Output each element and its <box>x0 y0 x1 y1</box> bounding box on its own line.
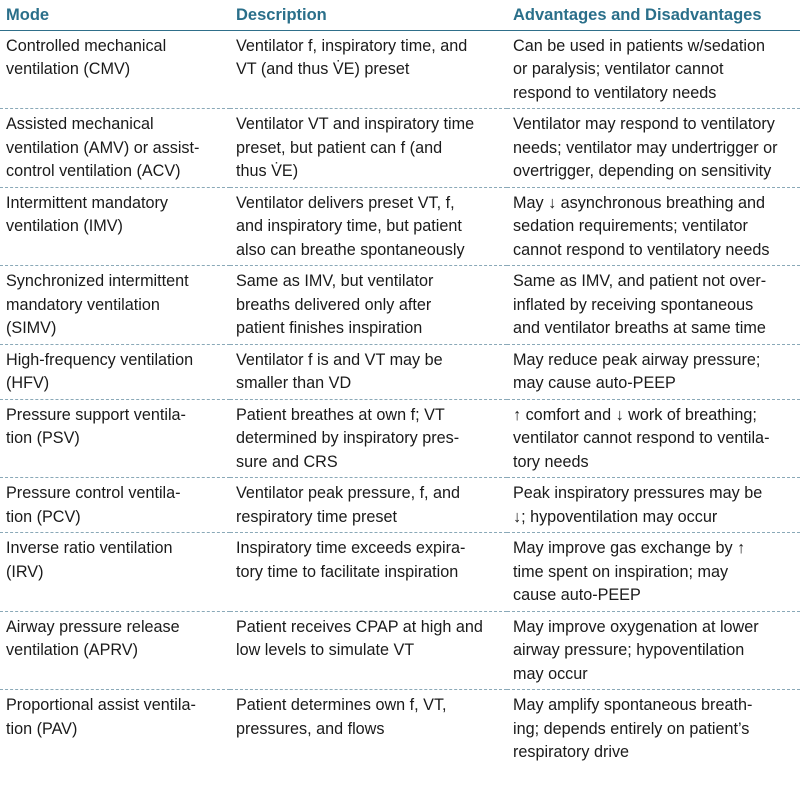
cell-text-line: Ventilator VT and inspiratory time <box>236 115 475 133</box>
advantages-cell <box>507 533 800 612</box>
cell-text-line: ventilation (APRV) <box>6 641 138 659</box>
table-row <box>0 533 800 612</box>
cell-text-line: May amplify spontaneous breath- <box>513 696 753 714</box>
mode-cell <box>0 478 230 533</box>
table-row <box>0 690 800 805</box>
cell-text-line: Peak inspiratory pressures may be <box>513 484 763 502</box>
cell-text-line: overtrigger, depending on sensitivity <box>513 162 772 180</box>
cell-text-line: tory time to facilitate inspiration <box>236 562 459 581</box>
cell-text-line: Patient breathes at own f; VT <box>236 405 445 424</box>
cell-text-line: respiratory time preset <box>236 507 398 526</box>
mode-cell <box>0 533 230 612</box>
description-cell <box>230 478 507 533</box>
cell-text-line: tion (PSV) <box>6 429 80 447</box>
mode-cell <box>0 266 230 345</box>
cell-text-line: Can be used in patients w/sedation <box>513 36 765 55</box>
table-row <box>0 266 800 345</box>
cell-text-line: tion (PCV) <box>6 507 81 526</box>
header-description: Description <box>230 0 507 30</box>
cell-text-line: breaths delivered only after <box>236 295 432 314</box>
cell-text-line: time spent on inspiration; may <box>513 562 729 581</box>
cell-text-line: Pressure control ventila- <box>6 484 181 502</box>
description-cell <box>230 344 507 399</box>
table-row <box>0 109 800 188</box>
advantages-cell <box>507 266 800 345</box>
cell-text-line: May reduce peak airway pressure; <box>513 350 761 369</box>
cell-text-line: Inverse ratio ventilation <box>6 539 173 557</box>
cell-text-line: Proportional assist ventila- <box>6 696 196 714</box>
table-body <box>0 30 800 805</box>
cell-text-line: Same as IMV, and patient not over- <box>513 272 767 290</box>
advantages-cell <box>507 109 800 188</box>
mode-cell <box>0 109 230 188</box>
advantages-cell <box>507 187 800 266</box>
description-cell <box>230 30 507 109</box>
advantages-cell <box>507 478 800 533</box>
mode-cell <box>0 30 230 109</box>
cell-text-line: cannot respond to ventilatory needs <box>513 240 770 259</box>
cell-text-line: Ventilator delivers preset VT, f, <box>236 193 455 212</box>
cell-text-line: tory needs <box>513 452 589 471</box>
advantages-cell <box>507 30 800 109</box>
cell-text-line: Intermittent mandatory <box>6 193 168 212</box>
table-header <box>0 0 800 30</box>
cell-text-line: airway pressure; hypoventilation <box>513 641 745 659</box>
description-cell <box>230 533 507 612</box>
cell-text-line: ventilation (AMV) or assist- <box>6 138 200 157</box>
cell-text-line: (SIMV) <box>6 319 57 337</box>
cell-text-line: also can breathe spontaneously <box>236 240 465 259</box>
cell-text-line: sedation requirements; ventilator <box>513 217 748 235</box>
cell-text-line: May ↓ asynchronous breathing and <box>513 193 765 212</box>
mode-cell <box>0 187 230 266</box>
advantages-cell <box>507 399 800 478</box>
header-advantages: Advantages and Disadvantages <box>507 0 800 30</box>
description-cell <box>230 611 507 690</box>
cell-text-line: low levels to simulate VT <box>236 641 415 659</box>
cell-text-line: ing; depends entirely on patient’s <box>513 719 750 738</box>
cell-text-line: smaller than VD <box>236 374 352 392</box>
cell-text-line: Synchronized intermittent <box>6 272 189 290</box>
cell-text-line: Assisted mechanical <box>6 115 154 133</box>
cell-text-line: sure and CRS <box>236 452 338 471</box>
cell-text-line: and inspiratory time, but patient <box>236 217 462 235</box>
header-row <box>0 0 800 30</box>
table-row <box>0 478 800 533</box>
cell-text-line: Patient determines own f, VT, <box>236 696 447 714</box>
cell-text-line: Pressure support ventila- <box>6 405 186 424</box>
cell-text-line: May improve oxygenation at lower <box>513 617 759 636</box>
cell-text-line: patient finishes inspiration <box>236 319 423 337</box>
cell-text-line: respond to ventilatory needs <box>513 83 717 102</box>
cell-text-line: Airway pressure release <box>6 617 180 636</box>
mode-cell <box>0 344 230 399</box>
advantages-cell <box>507 344 800 399</box>
cell-text-line: inflated by receiving spontaneous <box>513 295 754 314</box>
cell-text-line: determined by inspiratory pres- <box>236 429 460 447</box>
cell-text-line: ventilation (CMV) <box>6 60 131 78</box>
cell-text-line: cause auto-PEEP <box>513 586 641 604</box>
cell-text-line: High-frequency ventilation <box>6 350 194 369</box>
description-cell <box>230 399 507 478</box>
cell-text-line: respiratory drive <box>513 743 630 761</box>
cell-text-line: Ventilator peak pressure, f, and <box>236 484 461 502</box>
description-cell <box>230 109 507 188</box>
cell-text-line: tion (PAV) <box>6 719 78 738</box>
description-cell <box>230 690 507 805</box>
description-cell <box>230 266 507 345</box>
cell-text-line: Ventilator f, inspiratory time, and <box>236 36 468 55</box>
mode-cell <box>0 611 230 690</box>
cell-text-line: mandatory ventilation <box>6 295 160 314</box>
header-mode: Mode <box>0 0 230 30</box>
cell-text-line: may occur <box>513 664 588 683</box>
cell-text-line: ventilation (IMV) <box>6 217 123 235</box>
table-row <box>0 30 800 109</box>
cell-text-line: (IRV) <box>6 562 44 581</box>
table-row <box>0 399 800 478</box>
mode-cell <box>0 399 230 478</box>
cell-text-line: control ventilation (ACV) <box>6 162 181 180</box>
table-row <box>0 187 800 266</box>
cell-text-line: ventilator cannot respond to ventila- <box>513 429 770 447</box>
advantages-cell <box>507 690 800 805</box>
cell-text-line: VT (and thus V̇E) preset <box>236 60 410 78</box>
cell-text-line: needs; ventilator may undertrigger or <box>513 138 778 157</box>
cell-text-line: thus V̇E) <box>236 162 299 180</box>
table-row <box>0 611 800 690</box>
cell-text-line: Ventilator f is and VT may be <box>236 350 443 369</box>
cell-text-line: or paralysis; ventilator cannot <box>513 60 724 78</box>
cell-text-line: ↑ comfort and ↓ work of breathing; <box>513 405 757 424</box>
cell-text-line: May improve gas exchange by ↑ <box>513 539 746 557</box>
cell-text-line: Same as IMV, but ventilator <box>236 272 434 290</box>
cell-text-line: and ventilator breaths at same time <box>513 319 766 337</box>
cell-text-line: may cause auto-PEEP <box>513 374 676 392</box>
cell-text-line: (HFV) <box>6 374 50 392</box>
cell-text-line: Patient receives CPAP at high and <box>236 617 483 636</box>
advantages-cell <box>507 611 800 690</box>
cell-text-line: pressures, and flows <box>236 719 385 738</box>
cell-text-line: Inspiratory time exceeds expira- <box>236 539 466 557</box>
mode-cell <box>0 690 230 805</box>
cell-text-line: Controlled mechanical <box>6 36 167 55</box>
table-row <box>0 344 800 399</box>
cell-text-line: Ventilator may respond to ventilatory <box>513 115 775 133</box>
cell-text-line: preset, but patient can f (and <box>236 138 443 157</box>
description-cell <box>230 187 507 266</box>
cell-text-line: ↓; hypoventilation may occur <box>513 507 718 526</box>
